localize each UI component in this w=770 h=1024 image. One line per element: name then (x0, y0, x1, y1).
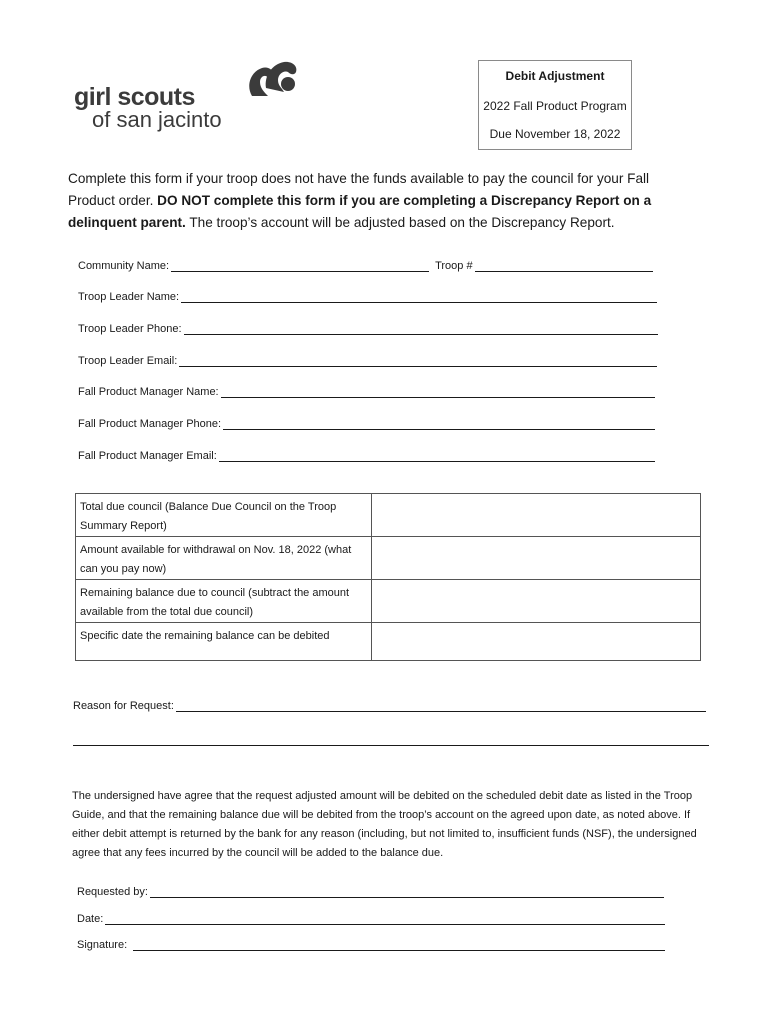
troop-leader-email-field[interactable] (78, 353, 657, 367)
intro-text-end: The troop’s account will be adjusted based on the Discrepancy Report. (189, 215, 615, 230)
table-row (76, 536, 700, 580)
community-name-label: Community Name: (78, 260, 170, 272)
amount-available-input[interactable] (371, 537, 700, 580)
product-manager-name-field[interactable] (78, 384, 655, 398)
community-name-line[interactable] (171, 261, 429, 272)
product-manager-phone-label: Fall Product Manager Phone: (78, 418, 222, 430)
intro-paragraph (68, 168, 688, 234)
product-manager-phone-field[interactable] (78, 416, 655, 430)
intro-text: Complete this form if your troop does not have the funds available to pay the council for your Fall Product order. (68, 171, 650, 208)
logo-text-line2: of san jacinto (92, 107, 222, 132)
community-name-field[interactable] (78, 258, 653, 272)
due-date: Due November 18, 2022 (489, 127, 621, 141)
troop-leader-phone-field[interactable] (78, 321, 658, 335)
remaining-balance-input[interactable] (371, 580, 700, 623)
requested-by-field[interactable] (77, 884, 664, 898)
table-row (76, 494, 700, 536)
balance-summary-table (75, 493, 701, 661)
product-manager-email-line[interactable] (219, 451, 655, 462)
troop-leader-phone-label: Troop Leader Phone: (78, 323, 182, 335)
table-row (76, 579, 700, 623)
date-label: Date: (77, 913, 104, 925)
troop-leader-name-line[interactable] (181, 292, 657, 303)
agreement-paragraph: The undersigned have agree that the request adjusted amount will be debited on the scheduled debit date as listed in the Troop Guide, and that the remaining balance due will be debited from the troop’s account on the agreed upon date, as noted above. If either debit attempt is returned by the bank for any reason (including, but not limited to, insufficient funds (NSF), the undersigned agree that any fees incurred by the council will be added to the balance due. (72, 790, 697, 859)
troop-leader-name-label: Troop Leader Name: (78, 291, 180, 303)
signature-field[interactable] (77, 937, 665, 951)
date-line[interactable] (105, 914, 665, 925)
reason-field[interactable] (73, 698, 706, 712)
program-name: 2022 Fall Product Program (483, 99, 627, 113)
requested-by-line[interactable] (150, 887, 664, 898)
troop-leader-phone-line[interactable] (184, 324, 658, 335)
troop-number-line[interactable] (475, 261, 653, 272)
table-row (76, 622, 700, 661)
reason-label: Reason for Request: (73, 700, 174, 712)
troop-leader-name-field[interactable] (78, 289, 657, 303)
row-label-amount-available: Amount available for withdrawal on Nov. 18, 2022 (what can you pay now) (80, 544, 352, 575)
row-label-debit-date: Specific date the remaining balance can be debited (80, 630, 330, 642)
logo-text-line1: girl scouts (74, 83, 195, 111)
debit-date-input[interactable] (371, 623, 700, 661)
troop-leader-email-line[interactable] (179, 356, 657, 367)
trefoil-profiles-icon (244, 58, 300, 98)
troop-number-label: Troop # (435, 260, 473, 272)
intro-warning: DO NOT complete this form if you are completing a Discrepancy Report on a delinquent parent. (68, 193, 652, 230)
reason-line-1[interactable] (176, 701, 706, 712)
signature-line[interactable] (133, 940, 665, 951)
troop-leader-email-label: Troop Leader Email: (78, 355, 178, 367)
product-manager-name-label: Fall Product Manager Name: (78, 386, 219, 398)
form-title: Debit Adjustment (505, 69, 605, 83)
girl-scouts-logo (74, 58, 244, 138)
total-due-input[interactable] (371, 494, 700, 536)
product-manager-email-label: Fall Product Manager Email: (78, 450, 217, 462)
row-label-total-due: Total due council (Balance Due Council on the Troop Summary Report) (80, 501, 337, 532)
requested-by-label: Requested by: (77, 886, 148, 898)
signature-label: Signature: (77, 939, 128, 951)
reason-line-2[interactable] (73, 745, 709, 746)
row-label-remaining-balance: Remaining balance due to council (subtract the amount available from the total due council) (80, 587, 350, 618)
product-manager-name-line[interactable] (221, 387, 655, 398)
product-manager-phone-line[interactable] (223, 419, 655, 430)
form-header-box (478, 60, 632, 150)
product-manager-email-field[interactable] (78, 448, 655, 462)
date-field[interactable] (77, 911, 665, 925)
